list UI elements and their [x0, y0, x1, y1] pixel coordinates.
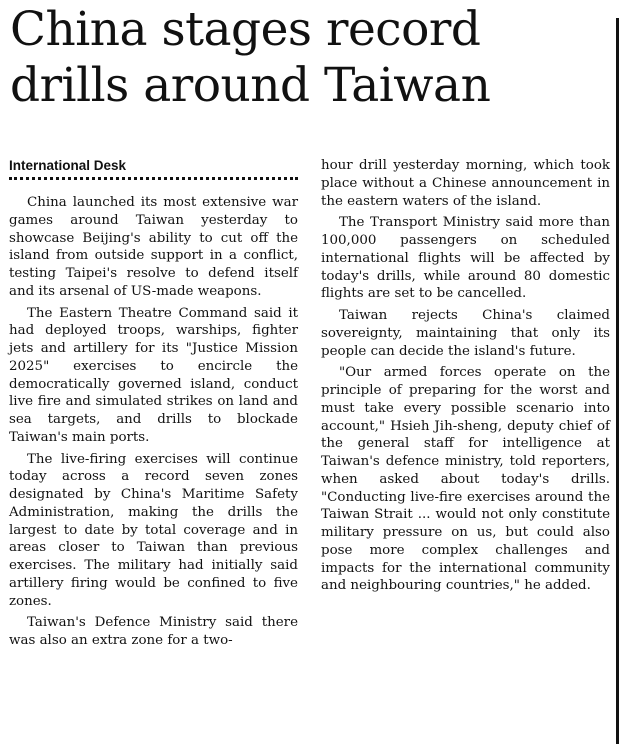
paragraph-continued: hour drill yesterday morning, which took place without a Chinese announcement in the eastern waters of the island. — [321, 158, 610, 209]
paragraph: China launched its most extensive war games around Taiwan yesterday to showcase Beijing's ability to cut off the island from outside support in a conflict, testing Taipei's resolve to defend itself and its arsenal of US-made weapons. — [9, 195, 298, 299]
paragraph: The Transport Ministry said more than 100,000 passengers on scheduled international flights will be affected by today's drills, while around 80 domestic flights are set to be cancelled. — [321, 215, 610, 302]
article-column-right — [321, 157, 610, 599]
article-column-left — [9, 157, 298, 654]
headline-line-2: drills around Taiwan — [10, 58, 491, 113]
column-rule — [616, 18, 619, 744]
paragraph: Taiwan rejects China's claimed sovereignty, maintaining that only its people can decide the island's future. — [321, 308, 610, 359]
paragraph: The Eastern Theatre Command said it had deployed troops, warships, fighter jets and artillery for its "Justice Mission 2025" exercises to encircle the democratically governed island, conduct live fire and simulated strikes on land and sea targets, and drills to blockade Taiwan's main ports. — [9, 305, 298, 445]
headline — [10, 2, 610, 114]
paragraph: The live-firing exercises will continue today across a record seven zones designated by China's Maritime Safety Administration, making the drills the largest to date by total coverage and in areas closer to Taiwan than previous exercises. The military had initially said artillery firing would be confined to five zones. — [9, 451, 298, 609]
headline-line-1: China stages record — [10, 2, 481, 57]
byline: International Desk — [9, 158, 127, 173]
paragraph: "Our armed forces operate on the principle of preparing for the worst and must take every possible scenario into account," Hsieh Jih-sheng, deputy chief of the general staff for intelligence at Taiwan's defence ministry, told reporters, when asked about today's drills. "Conducting live-fire exercises around the Taiwan Strait ... would not only constitute military pressure on us, but could also pose more complex challenges and impacts for the international community and neighbouring countries," he added. — [321, 365, 610, 594]
paragraph: Taiwan's Defence Ministry said there was also an extra zone for a two- — [9, 615, 298, 648]
byline-dotted-rule — [9, 177, 298, 180]
